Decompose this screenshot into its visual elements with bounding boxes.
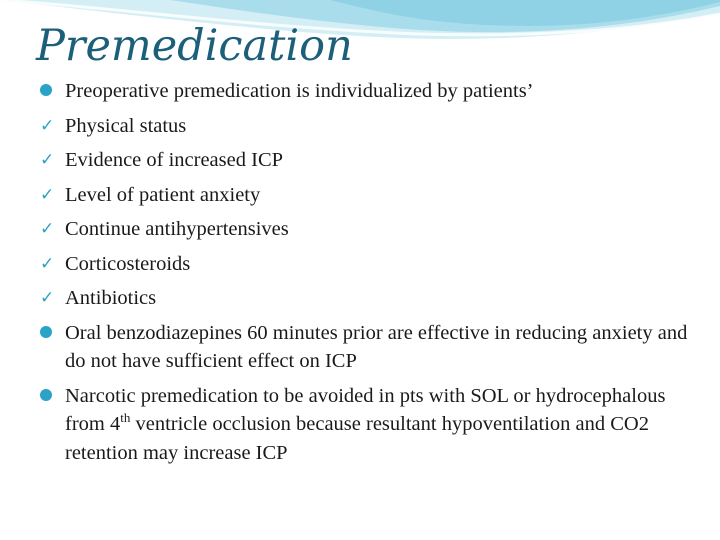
slide-title: Premedication bbox=[36, 21, 353, 71]
dot-icon bbox=[40, 319, 54, 347]
list-item bbox=[38, 319, 688, 376]
dot-icon bbox=[40, 77, 54, 105]
list-item-text: Oral benzodiazepines 60 minutes prior are effective in reducing anxiety and do not have sufficient effect on ICP bbox=[65, 321, 688, 372]
list-item-text: Continue antihypertensives bbox=[65, 218, 289, 240]
list-item bbox=[38, 382, 688, 468]
list-item bbox=[38, 215, 688, 244]
ordinal-superscript: th bbox=[120, 410, 131, 426]
list-item bbox=[38, 284, 688, 313]
list-item-text: Antibiotics bbox=[65, 287, 157, 309]
dot-icon bbox=[40, 382, 54, 410]
check-icon: ✓ bbox=[40, 219, 55, 239]
list-item bbox=[38, 77, 688, 106]
check-icon: ✓ bbox=[40, 184, 55, 205]
list-item-text: Level of patient anxiety bbox=[65, 183, 261, 206]
list-item-text: Evidence of increased ICP bbox=[65, 149, 284, 171]
check-icon: ✓ bbox=[40, 115, 55, 136]
list-item-text bbox=[65, 385, 665, 464]
check-icon: ✓ bbox=[40, 150, 55, 170]
list-item-text: Preoperative premedication is individualized by patients’ bbox=[65, 80, 534, 102]
list-item bbox=[38, 250, 688, 279]
list-item bbox=[38, 146, 688, 175]
list-item-text: Corticosteroids bbox=[65, 252, 191, 275]
check-icon: ✓ bbox=[40, 288, 55, 308]
bullet-list bbox=[38, 77, 688, 473]
list-item bbox=[38, 112, 688, 141]
text-part: ventricle occlusion because resultant hypoventilation and CO2 retention may increase ICP bbox=[65, 413, 649, 464]
text-part: Narcotic premedication to be avoided in pts with SOL or hydrocephalous from 4 bbox=[65, 384, 666, 435]
list-item bbox=[38, 181, 688, 210]
check-icon: ✓ bbox=[40, 253, 55, 274]
list-item-text: Physical status bbox=[65, 114, 187, 137]
